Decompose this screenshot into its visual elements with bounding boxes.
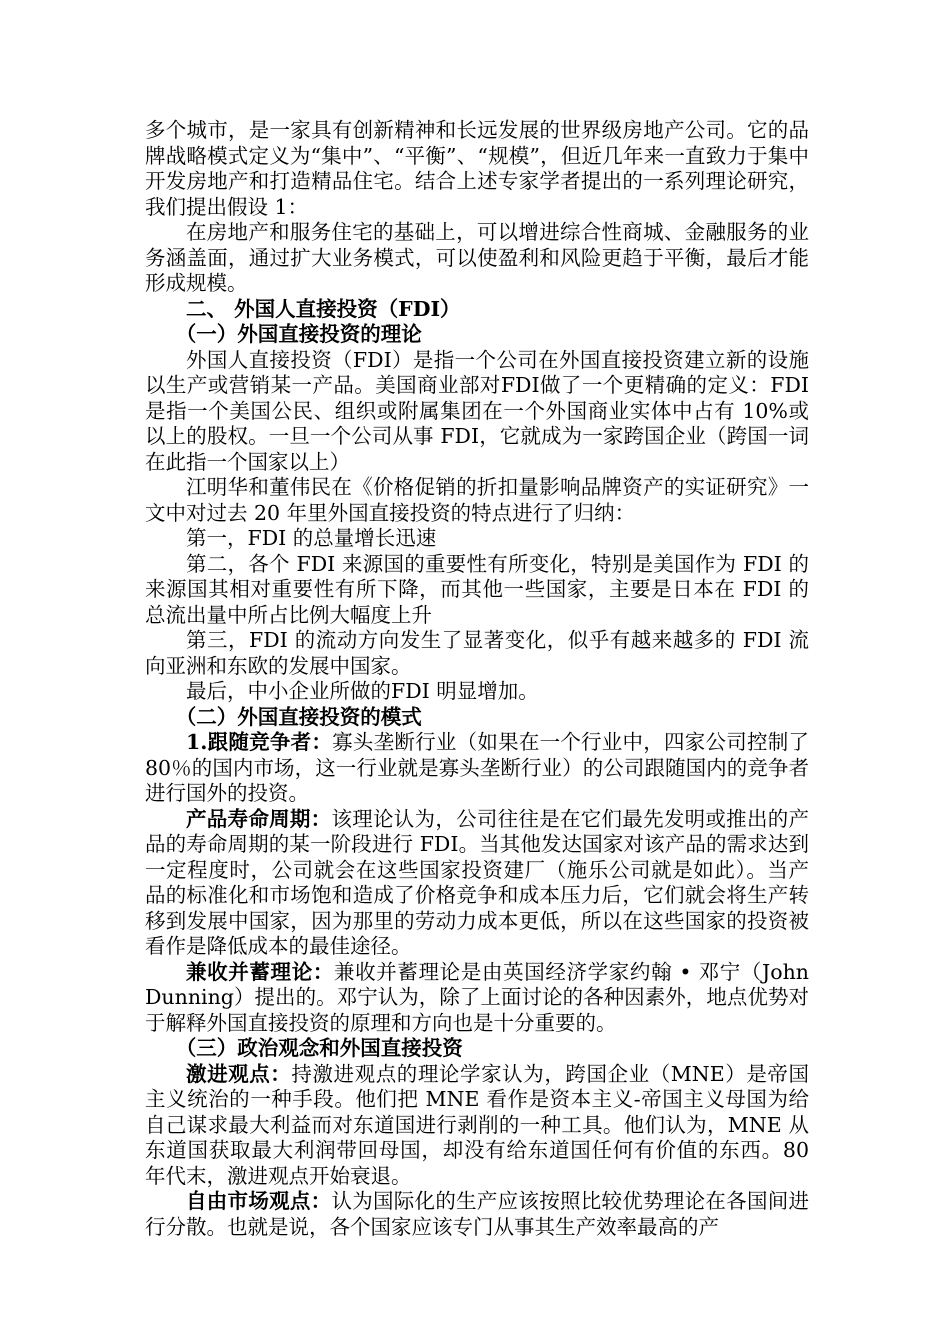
term-radical-view: 激进观点： xyxy=(186,1061,292,1086)
document-page xyxy=(145,118,809,1240)
paragraph-company: 多个城市，是一家具有创新精神和长远发展的世界级房地产公司。它的品牌战略模式定义为“集中”、“平衡”、“规模”，但近几年来一直致力于集中开发房地产和打造精品住宅。结合上述专家学者提出的一系列理论研究，我们提出假设 1： xyxy=(145,118,809,219)
paragraph-fdi-summary: 江明华和董伟民在《价格促销的折扣量影响品牌资产的实证研究》一文中对过去 20 年里外国直接投资的特点进行了归纳： xyxy=(145,475,809,525)
term-follow-competitor: 1.跟随竞争者： xyxy=(186,730,333,754)
paragraph-point-last: 最后，中小企业所做的FDI 明显增加。 xyxy=(186,679,539,703)
text-follow-competitor: 寡头垄断行业（如果在一个行业中，四家公司控制了 80％的国内市场，这一行业就是寡头垄断行业）的公司跟随国内的竞争者进行国外的投资。 xyxy=(145,730,810,805)
paragraph-eclectic-theory xyxy=(145,960,809,1037)
paragraph-follow-competitor xyxy=(145,730,809,807)
text-free-market-view: 认为国际化的生产应该按照比较优势理论在各国间进行分散。也就是说，各个国家应该专门从事其生产效率最高的产 xyxy=(145,1189,810,1239)
paragraph-fdi-definition: 外国人直接投资（FDI）是指一个公司在外国直接投资建立新的设施以生产或营销某一产品。美国商业部对FDI做了一个更精确的定义：FDI是指一个美国公民、组织或附属集团在一个外国商业实体中占有 10%或以上的股权。一旦一个公司从事 FDI，它就成为一家跨国企业（跨国一词在此指一个国家以上） xyxy=(145,347,809,474)
paragraph-point-third: 第三，FDI 的流动方向发生了显著变化，似乎有越来越多的 FDI 流向亚洲和东欧的发展中国家。 xyxy=(145,628,809,678)
subsection-heading-theory: （一）外国直接投资的理论 xyxy=(175,322,422,346)
text-eclectic-theory: 兼收并蓄理论是由英国经济学家约翰 • 邓宁（John Dunning）提出的。邓宁认为，除了上面讨论的各种因素外，地点优势对于解释外国直接投资的原理和方向也是十分重要的。 xyxy=(145,959,810,1035)
paragraph-free-market-view xyxy=(145,1189,809,1240)
text-radical-view: 持激进观点的理论学家认为，跨国企业（MNE）是帝国主义统治的一种手段。他们把 MNE 看作是资本主义-帝国主义母国为给自己谋求最大利益而对东道国进行剥削的一种工具。他们认为，MNE 从东道国获取最大利润带回母国，却没有给东道国任何有价值的东西。80 年代末，激进观点开始衰退。 xyxy=(145,1061,809,1188)
paragraph-point-first: 第一，FDI 的总量增长迅速 xyxy=(186,526,437,550)
subsection-heading-model: （二）外国直接投资的模式 xyxy=(175,704,422,729)
text-product-lifecycle: 该理论认为，公司往往是在它们最先发明或推出的产品的寿命周期的某一阶段进行 FDI。当其他发达国家对该产品的需求达到一定程度时，公司就会在这些国家投资建厂（施乐公司就是如此）。当产品的标准化和市场饱和造成了价格竞争和成本压力后，它们就会将生产转移到发展中国家，因为那里的劳动力成本更低，所以在这些国家的投资被看作是降低成本的最佳途径。 xyxy=(145,806,810,958)
term-eclectic-theory: 兼收并蓄理论： xyxy=(186,959,334,984)
paragraph-hypothesis: 在房地产和服务住宅的基础上，可以增进综合性商城、金融服务的业务涵盖面，通过扩大业务模式，可以使盈利和风险更趋于平衡，最后才能形成规模。 xyxy=(145,220,809,295)
subsection-heading-politics: （三）政治观念和外国直接投资 xyxy=(175,1036,463,1060)
term-product-lifecycle: 产品寿命周期： xyxy=(186,806,332,831)
paragraph-radical-view xyxy=(145,1062,809,1190)
paragraph-product-lifecycle xyxy=(145,807,809,960)
paragraph-point-second: 第二，各个 FDI 来源国的重要性有所变化，特别是美国作为 FDI 的来源国其相对重要性有所下降，而其他一些国家，主要是日本在 FDI 的总流出量中所占比例大幅度上升 xyxy=(145,551,809,627)
section-heading-fdi: 二、 外国人直接投资（FDI） xyxy=(186,296,461,321)
term-free-market-view: 自由市场观点： xyxy=(186,1189,332,1213)
